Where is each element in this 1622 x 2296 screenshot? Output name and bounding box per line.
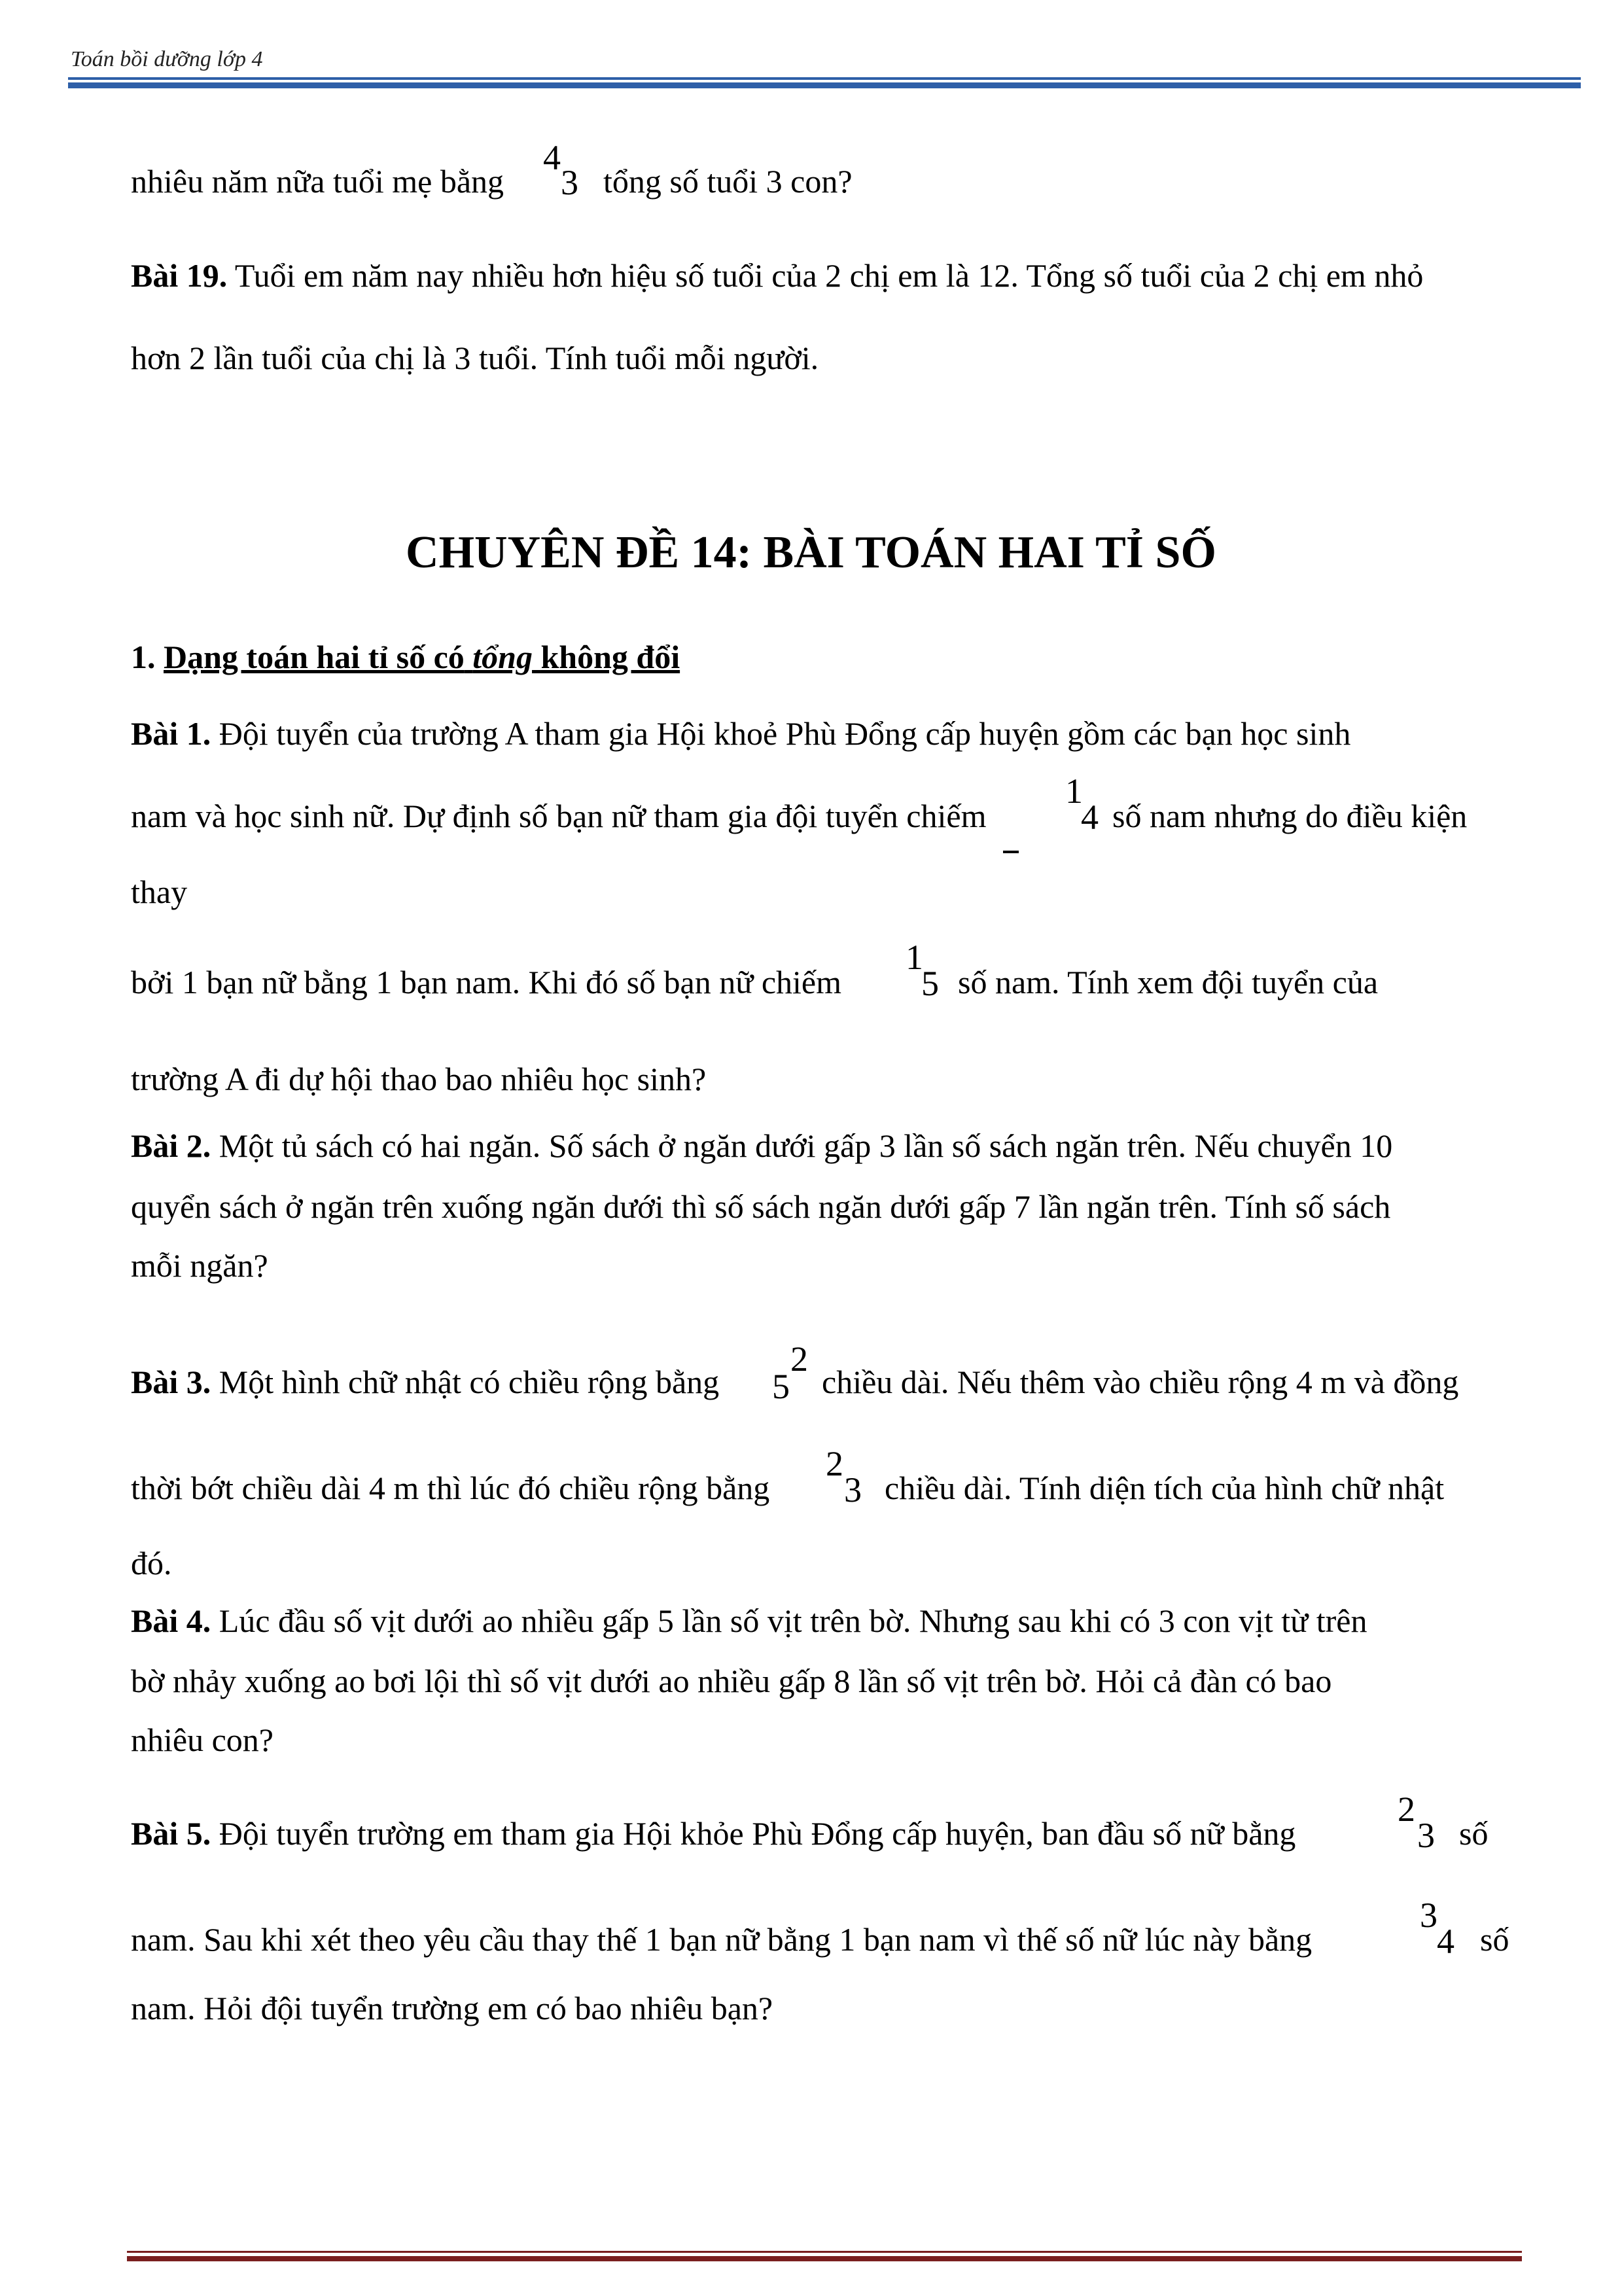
bai1-line-1: Bài 1. Đội tuyển của trường A tham gia Hội khoẻ Phù Đổng cấp huyện gồm các bạn học sinh <box>131 715 1351 752</box>
bai5-line-1-end: số <box>1459 1815 1489 1852</box>
bai2-line-1: Bài 2. Một tủ sách có hai ngăn. Số sách ở ngăn dưới gấp 3 lần số sách ngăn trên. Nếu chuyển 10 <box>131 1127 1393 1164</box>
bai1-fraction-bar <box>1003 851 1019 853</box>
bai3-fraction-1-numerator: 2 <box>790 1339 808 1379</box>
bai2-line-3: mỗi ngăn? <box>131 1247 268 1284</box>
bai3-line-1: Bài 3. Một hình chữ nhật có chiều rộng bằng <box>131 1364 720 1400</box>
bai2-line-2: quyển sách ở ngăn trên xuống ngăn dưới thì số sách ngăn dưới gấp 7 lần ngăn trên. Tính số sách <box>131 1188 1391 1225</box>
bai1-line-4: bởi 1 bạn nữ bằng 1 bạn nam. Khi đó số bạn nữ chiếm <box>131 964 842 1000</box>
bai1-fraction-2-numerator: 1 <box>906 938 923 977</box>
bai5-fraction-1-numerator: 2 <box>1398 1790 1415 1829</box>
footer-divider-thick <box>127 2256 1522 2261</box>
bai19-label: Bài 19. <box>131 257 228 294</box>
bai1-label: Bài 1. <box>131 715 211 752</box>
bai3-line-3: đó. <box>131 1545 172 1581</box>
bai5-label: Bài 5. <box>131 1815 211 1852</box>
bai19-line-1: Bài 19. Tuổi em năm nay nhiều hơn hiệu số tuổi của 2 chị em là 12. Tổng số tuổi của 2 chị em nhỏ <box>131 257 1424 294</box>
chapter-title: CHUYÊN ĐỀ 14: BÀI TOÁN HAI TỈ SỐ <box>406 527 1216 578</box>
footer-divider-thin <box>127 2251 1522 2253</box>
bai3-fraction-1-denominator: 5 <box>772 1367 790 1406</box>
bai1-fraction-2-denominator: 5 <box>921 964 939 1003</box>
bai5-line-2: nam. Sau khi xét theo yêu cầu thay thế 1 bạn nữ bằng 1 bạn nam vì thế số nữ lúc này bằng <box>131 1921 1313 1958</box>
bai1-line-5: trường A đi dự hội thao bao nhiêu học sinh? <box>131 1061 707 1097</box>
bai5-line-1: Bài 5. Đội tuyển trường em tham gia Hội khỏe Phù Đổng cấp huyện, ban đầu số nữ bằng <box>131 1815 1296 1852</box>
bai2-label: Bài 2. <box>131 1127 211 1164</box>
bai19-line-2: hơn 2 lần tuổi của chị là 3 tuổi. Tính tuổi mỗi người. <box>131 340 819 376</box>
bai4-line-3: nhiêu con? <box>131 1722 273 1758</box>
bai1-fraction-1-denominator: 4 <box>1081 798 1099 837</box>
section-heading: 1. Dạng toán hai tỉ số có tổng không đổi <box>131 639 680 675</box>
intro-line-end: tổng số tuổi 3 con? <box>603 163 853 200</box>
bai3-line-2: thời bớt chiều dài 4 m thì lúc đó chiều rộng bằng <box>131 1470 770 1506</box>
header-divider-thin <box>68 77 1581 80</box>
bai4-line-1: Bài 4. Lúc đầu số vịt dưới ao nhiều gấp 5 lần số vịt trên bờ. Nhưng sau khi có 3 con vịt từ trên <box>131 1602 1367 1639</box>
page-header-title: Toán bồi dưỡng lớp 4 <box>71 47 263 71</box>
intro-line: nhiêu năm nữa tuổi mẹ bằng <box>131 163 504 200</box>
bai3-line-2-end: chiều dài. Tính diện tích của hình chữ nhật <box>885 1470 1445 1506</box>
bai4-line-2: bờ nhảy xuống ao bơi lội thì số vịt dưới ao nhiều gấp 8 lần số vịt trên bờ. Hỏi cả đàn có bao <box>131 1663 1332 1699</box>
intro-fraction-numerator: 4 <box>543 138 561 177</box>
bai3-label: Bài 3. <box>131 1364 211 1400</box>
bai3-line-1-end: chiều dài. Nếu thêm vào chiều rộng 4 m và đồng <box>822 1364 1459 1400</box>
bai3-fraction-2-denominator: 3 <box>844 1470 862 1510</box>
bai5-fraction-2-numerator: 3 <box>1420 1896 1437 1935</box>
bai5-line-2-end: số <box>1480 1921 1509 1958</box>
intro-fraction-denominator: 3 <box>561 163 578 202</box>
bai3-fraction-2-numerator: 2 <box>826 1444 843 1483</box>
bai5-fraction-2-denominator: 4 <box>1437 1922 1455 1961</box>
bai5-fraction-1-denominator: 3 <box>1417 1816 1435 1855</box>
bai1-line-2-end: số nam nhưng do điều kiện <box>1112 798 1468 834</box>
bai4-label: Bài 4. <box>131 1602 211 1639</box>
bai1-line-2: nam và học sinh nữ. Dự định số bạn nữ tham gia đội tuyển chiếm <box>131 798 987 834</box>
bai5-line-3: nam. Hỏi đội tuyển trường em có bao nhiêu bạn? <box>131 1990 773 2026</box>
bai1-fraction-1-numerator: 1 <box>1065 771 1083 811</box>
bai1-line-3: thay <box>131 874 188 910</box>
header-divider-thick <box>68 82 1581 88</box>
bai1-line-4-end: số nam. Tính xem đội tuyển của <box>958 964 1379 1000</box>
